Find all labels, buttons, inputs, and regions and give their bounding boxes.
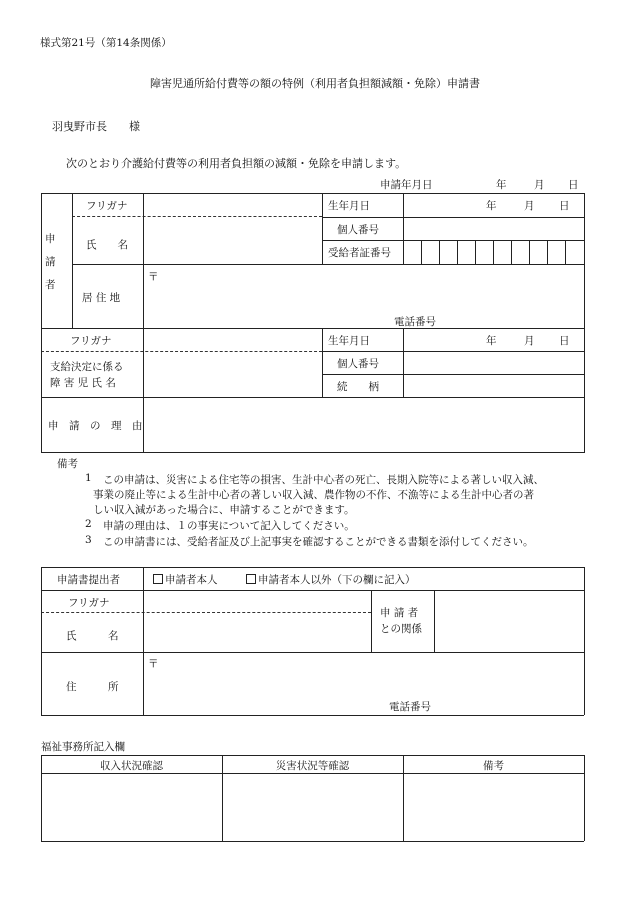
submitter-furigana-label: フリガナ bbox=[68, 597, 110, 609]
applicant-personal-no-label: 個人番号 bbox=[337, 224, 379, 236]
form-number: 様式第21号（第14条関係） bbox=[40, 37, 172, 49]
applicant-postal-mark: 〒 bbox=[148, 271, 159, 283]
applicant-birth-label: 生年月日 bbox=[328, 200, 370, 212]
notes-title: 備考 bbox=[57, 458, 78, 470]
application-date-label: 申請年月日 bbox=[380, 179, 433, 191]
other-checkbox[interactable] bbox=[246, 574, 256, 584]
submitter-label: 申請書提出者 bbox=[57, 574, 120, 586]
submitter-phone-label: 電話番号 bbox=[389, 701, 431, 713]
submitter-address-label: 住 所 bbox=[66, 681, 119, 693]
child-birth-day: 日 bbox=[559, 335, 570, 347]
note-1-line2: 事業の廃止等による生計中心者の著しい収入減、農作物の不作、不漁等による生計中心者の著 bbox=[93, 489, 534, 501]
office-col-income: 収入状況確認 bbox=[100, 760, 163, 772]
child-birth-label: 生年月日 bbox=[328, 335, 370, 347]
child-birth-year: 年 bbox=[486, 335, 497, 347]
child-personal-no-label: 個人番号 bbox=[337, 358, 379, 370]
application-date-year: 年 bbox=[496, 179, 507, 191]
office-col-remarks: 備考 bbox=[483, 760, 504, 772]
application-date-month: 月 bbox=[534, 179, 545, 191]
reason-label: 申 請 の 理 由 bbox=[48, 420, 143, 432]
intro-text: 次のとおり介護給付費等の利用者負担額の減額・免除を申請します。 bbox=[66, 157, 407, 170]
office-col-disaster: 災害状況等確認 bbox=[275, 760, 350, 772]
applicant-address-label: 居 住 地 bbox=[82, 292, 121, 304]
self-checkbox[interactable] bbox=[153, 574, 163, 584]
note-1-line3: しい収入減があった場合に、申請することができます。 bbox=[93, 504, 355, 516]
applicant-birth-month: 月 bbox=[524, 200, 535, 212]
applicant-birth-day: 日 bbox=[559, 200, 570, 212]
submitter-postal-mark: 〒 bbox=[148, 658, 159, 670]
submitter-relation-line2: との関係 bbox=[380, 623, 422, 635]
note-1-number: 1 bbox=[85, 472, 92, 484]
applicant-furigana-label: フリガナ bbox=[86, 200, 128, 212]
submitter-option-other[interactable] bbox=[246, 572, 416, 587]
child-label-line2: 障 害 児 氏 名 bbox=[50, 377, 116, 389]
other-option-label: 申請者本人以外（下の欄に記入） bbox=[258, 574, 416, 586]
child-furigana-label: フリガナ bbox=[70, 335, 112, 347]
application-date-day: 日 bbox=[568, 179, 579, 191]
applicant-recipient-no-label: 受給者証番号 bbox=[328, 247, 391, 259]
addressee: 羽曳野市長 様 bbox=[52, 120, 140, 133]
applicant-section-char-2: 請 bbox=[45, 256, 56, 268]
child-label-line1: 支給決定に係る bbox=[50, 361, 124, 373]
submitter-name-label: 氏 名 bbox=[66, 630, 119, 642]
applicant-name-label: 氏 名 bbox=[86, 239, 128, 251]
applicant-phone-label: 電話番号 bbox=[394, 316, 436, 328]
self-option-label: 申請者本人 bbox=[165, 574, 218, 586]
applicant-birth-year: 年 bbox=[486, 200, 497, 212]
applicant-section-char-1: 申 bbox=[45, 233, 56, 245]
note-2-text: 申請の理由は、１の事実について記入してください。 bbox=[103, 520, 355, 532]
applicant-section-char-3: 者 bbox=[45, 279, 56, 291]
note-2-number: 2 bbox=[85, 518, 92, 530]
form-title: 障害児通所給付費等の額の特例（利用者負担額減額・免除）申請書 bbox=[150, 77, 480, 90]
child-relation-label: 続 柄 bbox=[337, 381, 379, 393]
office-title: 福祉事務所記入欄 bbox=[41, 741, 125, 753]
submitter-relation-line1: 申 請 者 bbox=[380, 607, 419, 619]
child-birth-month: 月 bbox=[524, 335, 535, 347]
note-3-text: この申請書には、受給者証及び上記事実を確認することができる書類を添付してください。 bbox=[103, 536, 534, 548]
submitter-option-self[interactable] bbox=[153, 572, 218, 587]
note-3-number: 3 bbox=[85, 534, 92, 546]
note-1-line1: この申請は、災害による住宅等の損害、生計中心者の死亡、長期入院等による著しい収入減、 bbox=[103, 474, 544, 486]
